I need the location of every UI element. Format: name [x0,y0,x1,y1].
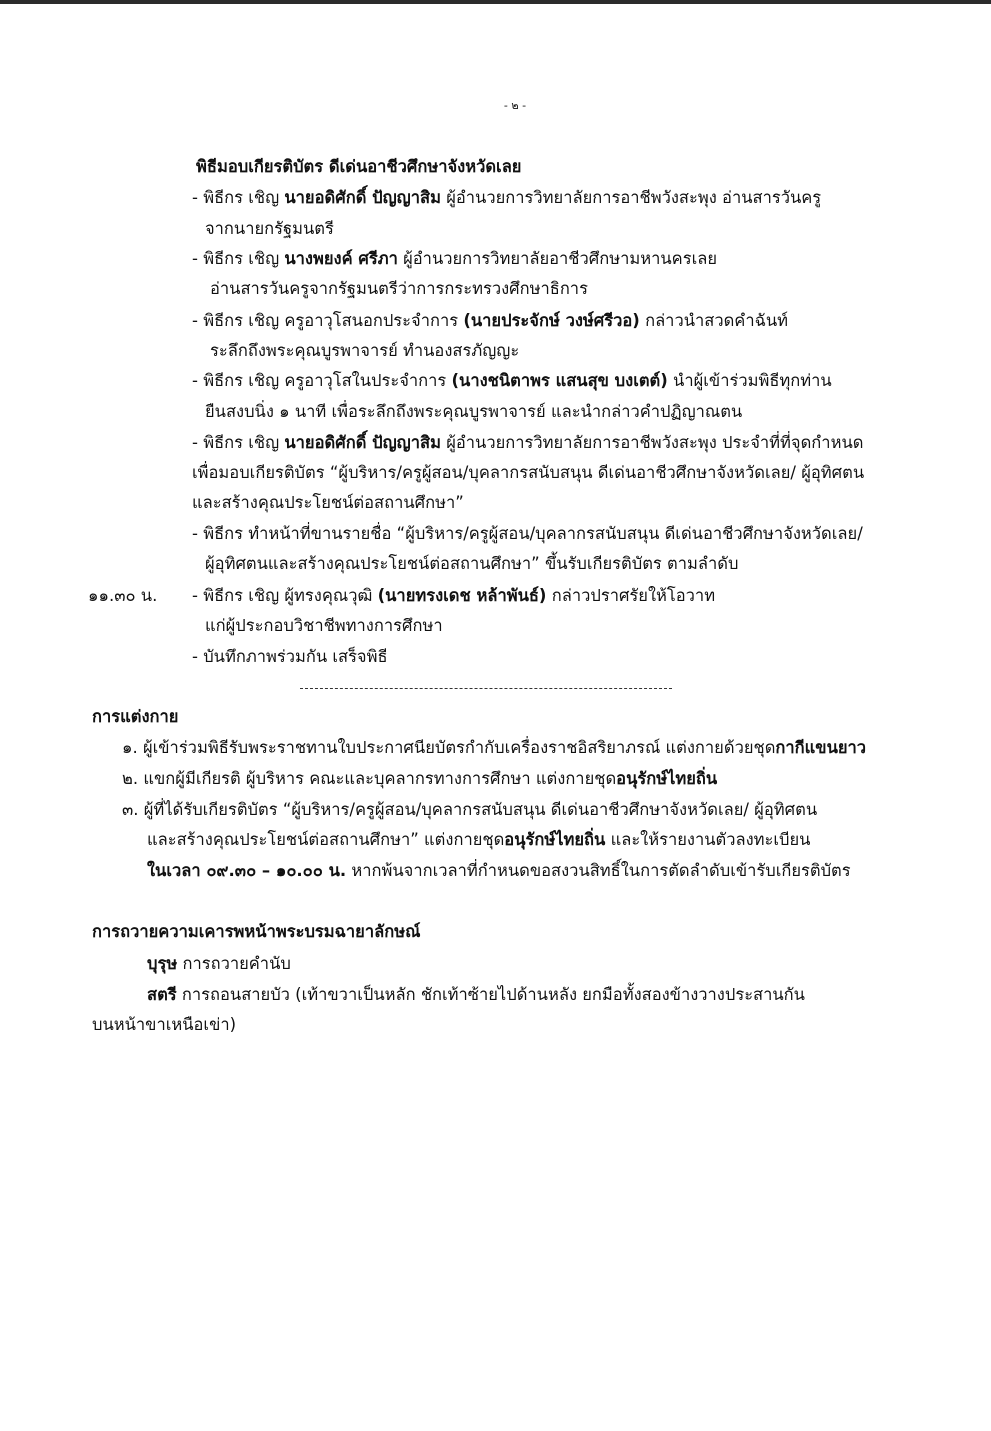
ceremony-line-16: - บันทึกภาพร่วมกัน เสร็จพิธี [192,647,388,666]
time-label: ๑๑.๓๐ น. [88,586,158,605]
dress-item-1: ๑. ผู้เข้าร่วมพิธีรับพระราชทานใบประกาศนียบัตรกำกับเครื่องราชอิสริยาภรณ์ แต่งกายด้วยชุดกากีแขนยาว [122,738,867,757]
section-divider [300,688,672,689]
ceremony-line-15: แก่ผู้ประกอบวิชาชีพทางการศึกษา [205,616,443,635]
respect-female-cont: บนหน้าขาเหนือเข่า) [92,1015,237,1034]
respect-heading: การถวายความเคารพหน้าพระบรมฉายาลักษณ์ [92,922,421,941]
ceremony-line-5: - พิธีกร เชิญ ครูอาวุโสนอกประจำการ (นายประจักษ์ วงษ์ศรีวอ) กล่าวนำสวดคำฉันท์ [192,311,788,330]
dress-item-3-time: ในเวลา ๐๙.๓๐ – ๑๐.๐๐ น. หากพ้นจากเวลาที่กำหนดขอสงวนสิทธิ์ในการตัดลำดับเข้ารับเกียรติบัตร [147,861,851,880]
ceremony-line-6: ระลึกถึงพระคุณบูรพาจารย์ ทำนองสรภัญญะ [210,341,520,360]
top-border [0,0,991,4]
ceremony-line-7: - พิธีกร เชิญ ครูอาวุโสในประจำการ (นางชนิตาพร แสนสุข บงเตต์) นำผู้เข้าร่วมพิธีทุกท่าน [192,371,832,390]
dress-item-3: ๓. ผู้ที่ได้รับเกียรติบัตร “ผู้บริหาร/ครูผู้สอน/บุคลากรสนับสนุน ดีเด่นอาชีวศึกษาจังหวัดเลย/ ผู้อุทิศตน [122,800,818,819]
dress-heading: การแต่งกาย [92,707,179,726]
dress-item-2: ๒. แขกผู้มีเกียรติ ผู้บริหาร คณะและบุคลากรทางการศึกษา แต่งกายชุดอนุรักษ์ไทยถิ่น [122,769,718,788]
respect-female: สตรี การถอนสายบัว (เท้าขวาเป็นหลัก ชักเท้าซ้ายไปด้านหลัง ยกมือทั้งสองข้างวางประสานกัน [147,985,805,1004]
ceremony-line-14: - พิธีกร เชิญ ผู้ทรงคุณวุฒิ (นายทรงเดช หล้าพันธ์) กล่าวปราศรัยให้โอวาท [192,586,716,605]
ceremony-line-13: ผู้อุทิศตนและสร้างคุณประโยชน์ต่อสถานศึกษา” ขึ้นรับเกียรติบัตร ตามลำดับ [205,554,739,573]
ceremony-line-2: จากนายกรัฐมนตรี [205,219,334,238]
ceremony-line-12: - พิธีกร ทำหน้าที่ขานรายชื่อ “ผู้บริหาร/ครูผู้สอน/บุคลากรสนับสนุน ดีเด่นอาชีวศึกษาจังหวัดเลย/ [192,524,863,543]
ceremony-line-9: - พิธีกร เชิญ นายอดิศักดิ์ ปัญญาสิม ผู้อำนวยการวิทยาลัยการอาชีพวังสะพุง ประจำที่ที่จุดกำหนด [192,433,864,452]
ceremony-heading: พิธีมอบเกียรติบัตร ดีเด่นอาชีวศึกษาจังหวัดเลย [196,157,522,176]
respect-male: บุรุษ การถวายคำนับ [147,954,291,973]
ceremony-line-3: - พิธีกร เชิญ นางพยงค์ ศรีภา ผู้อำนวยการวิทยาลัยอาชีวศึกษามหานครเลย [192,249,717,268]
ceremony-line-1: - พิธีกร เชิญ นายอดิศักดิ์ ปัญญาสิม ผู้อำนวยการวิทยาลัยการอาชีพวังสะพุง อ่านสารวันครู [192,188,822,207]
ceremony-line-11: และสร้างคุณประโยชน์ต่อสถานศึกษา” [192,493,464,512]
ceremony-line-10: เพื่อมอบเกียรติบัตร “ผู้บริหาร/ครูผู้สอน/บุคลากรสนับสนุน ดีเด่นอาชีวศึกษาจังหวัดเลย/ ผู้อุทิศตน [192,463,865,482]
ceremony-line-4: อ่านสารวันครูจากรัฐมนตรีว่าการกระทรวงศึกษาธิการ [210,279,588,298]
ceremony-line-8: ยืนสงบนิ่ง ๑ นาที เพื่อระลึกถึงพระคุณบูรพาจารย์ และนำกล่าวคำปฏิญาณตน [205,402,743,421]
page-number: - ๒ - [503,99,527,112]
dress-item-3-cont: และสร้างคุณประโยชน์ต่อสถานศึกษา” แต่งกายชุดอนุรักษ์ไทยถิ่น และให้รายงานตัวลงทะเบียน [147,830,811,849]
